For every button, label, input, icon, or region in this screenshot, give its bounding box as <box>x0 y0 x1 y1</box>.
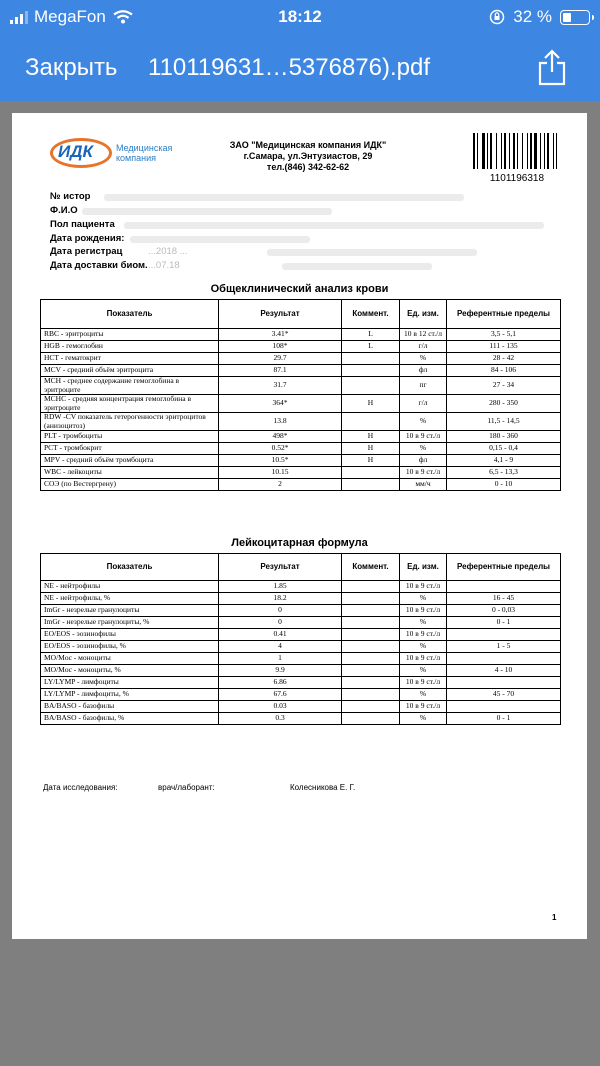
table-cell: 108* <box>219 341 342 353</box>
carrier-name: MegaFon <box>34 7 106 26</box>
table-cell: ImGr - незрелые гранулоциты, % <box>41 617 219 629</box>
table-cell: 10 в 9 ст./л <box>400 677 447 689</box>
table-row <box>41 443 561 455</box>
sex-label: Пол пациента <box>50 219 115 230</box>
table-cell <box>342 479 400 491</box>
table-cell: BA/BASO - базофилы, % <box>41 713 219 725</box>
table-cell: 27 - 34 <box>447 377 561 395</box>
table-cell: LY/LYMP - лимфоциты <box>41 677 219 689</box>
table-row <box>41 395 561 413</box>
table-cell: 111 - 135 <box>447 341 561 353</box>
table-cell: 10 в 9 ст./л <box>400 581 447 593</box>
table-cell: 0 <box>219 605 342 617</box>
table-cell: 4 - 10 <box>447 665 561 677</box>
table-cell <box>342 689 400 701</box>
table-cell: HCT - гематокрит <box>41 353 219 365</box>
table-cell: HGB - гемоглобин <box>41 341 219 353</box>
table-cell: 280 - 350 <box>447 395 561 413</box>
table-cell: % <box>400 617 447 629</box>
table-cell: 18.2 <box>219 593 342 605</box>
table-cell: MCH - среднее содержание гемоглобина в эритроците <box>41 377 219 395</box>
nav-bar <box>0 48 600 88</box>
clock: 18:12 <box>278 7 322 26</box>
redacted-birth <box>130 236 310 243</box>
column-header: Показатель <box>41 554 219 581</box>
table-cell: 364* <box>219 395 342 413</box>
table-cell <box>342 581 400 593</box>
table-cell <box>342 617 400 629</box>
table-cell: 10 в 9 ст./л <box>400 629 447 641</box>
table-cell: 29.7 <box>219 353 342 365</box>
table-cell: % <box>400 713 447 725</box>
table-cell: BA/BASO - базофилы <box>41 701 219 713</box>
table-cell: % <box>400 593 447 605</box>
column-header: Референтные пределы <box>447 554 561 581</box>
table-cell: 6,5 - 13,3 <box>447 467 561 479</box>
table-cell: MPV - средний объём тромбоцита <box>41 455 219 467</box>
table-cell: 0 - 1 <box>447 713 561 725</box>
table-cell: MCV - средний объём эритроцита <box>41 365 219 377</box>
table-cell: H <box>342 443 400 455</box>
table-cell: MO/Moc - моноциты <box>41 653 219 665</box>
company-phone: тел.(846) 342-62-62 <box>266 162 350 172</box>
company-address: г.Самара, ул.Энтузиастов, 29 <box>243 151 373 161</box>
table-row <box>41 365 561 377</box>
table-cell: 1 - 5 <box>447 641 561 653</box>
table-row <box>41 665 561 677</box>
leuko-table <box>40 553 561 725</box>
table-row <box>41 353 561 365</box>
table-cell: фл <box>400 455 447 467</box>
column-header: Ед. изм. <box>400 554 447 581</box>
table-cell: RDW -CV показатель гетерогенности эритроцитов (анизоцитоз) <box>41 413 219 431</box>
table-cell: 45 - 70 <box>447 689 561 701</box>
table-row <box>41 701 561 713</box>
company-info <box>180 140 436 173</box>
close-button[interactable]: Закрыть <box>25 54 118 81</box>
table-cell: 0.3 <box>219 713 342 725</box>
column-header: Коммент. <box>342 554 400 581</box>
table-cell: % <box>400 641 447 653</box>
column-header: Референтные пределы <box>447 300 561 329</box>
date-label: Дата исследования: <box>43 783 118 792</box>
table-row <box>41 605 561 617</box>
history-label: № истор <box>50 191 91 202</box>
table-cell: EO/EOS - эозинофилы, % <box>41 641 219 653</box>
table-cell <box>342 701 400 713</box>
table-cell: MCHC - средняя концентрация гемоглобина в эритроците <box>41 395 219 413</box>
redacted-name <box>82 208 332 215</box>
battery-percent: 32 % <box>513 7 552 26</box>
table-cell: 1 <box>219 653 342 665</box>
table-cell: % <box>400 665 447 677</box>
table-cell: 10 в 9 ст./л <box>400 701 447 713</box>
barcode-number: 1101196318 <box>489 173 545 184</box>
table-cell: % <box>400 443 447 455</box>
registration-value: ...2018 ... <box>148 246 188 257</box>
table-row <box>41 413 561 431</box>
table-cell: 0 <box>219 617 342 629</box>
table-cell <box>342 413 400 431</box>
table-cell: г/л <box>400 395 447 413</box>
table-cell: 13.8 <box>219 413 342 431</box>
table-cell: WBC - лейкоциты <box>41 467 219 479</box>
registration-label: Дата регистрац <box>50 246 123 257</box>
table-cell <box>342 677 400 689</box>
table-cell <box>447 581 561 593</box>
table-cell <box>342 665 400 677</box>
table-cell: мм/ч <box>400 479 447 491</box>
status-right <box>489 7 590 27</box>
column-header: Показатель <box>41 300 219 329</box>
table-cell: 10 в 9 ст./л <box>400 431 447 443</box>
table-cell: 10.15 <box>219 467 342 479</box>
table-cell <box>342 653 400 665</box>
battery-icon <box>560 10 590 25</box>
company-name: ЗАО "Медицинская компания ИДК" <box>229 140 387 150</box>
redacted-history <box>104 194 464 201</box>
table-cell: 6.86 <box>219 677 342 689</box>
table-cell: % <box>400 689 447 701</box>
table-cell: ImGr - незрелые гранулоциты <box>41 605 219 617</box>
top-bar <box>0 0 600 101</box>
table-cell: 1.85 <box>219 581 342 593</box>
table-cell: СОЭ (по Вестергрену) <box>41 479 219 491</box>
table-row <box>41 329 561 341</box>
table-cell: 0.03 <box>219 701 342 713</box>
table-row <box>41 713 561 725</box>
table-cell <box>342 629 400 641</box>
redacted-delivery <box>282 263 432 270</box>
table-cell: 0.52* <box>219 443 342 455</box>
table-cell: 28 - 42 <box>447 353 561 365</box>
table-cell: 9.9 <box>219 665 342 677</box>
table-cell <box>342 467 400 479</box>
table-cell: H <box>342 395 400 413</box>
document-title: 110119631…5376876).pdf <box>148 54 431 81</box>
table-cell <box>447 629 561 641</box>
share-icon[interactable] <box>537 48 567 86</box>
name-label: Ф.И.О <box>50 205 78 216</box>
birth-label: Дата рождения: <box>50 233 125 244</box>
table-cell: 84 - 106 <box>447 365 561 377</box>
table-cell: H <box>342 431 400 443</box>
table-cell: 0 - 0,03 <box>447 605 561 617</box>
table-cell: 0,15 - 0,4 <box>447 443 561 455</box>
table-cell: 31.7 <box>219 377 342 395</box>
column-header: Ед. изм. <box>400 300 447 329</box>
barcode <box>473 133 561 169</box>
table-cell: NE - нейтрофилы, % <box>41 593 219 605</box>
table-cell <box>342 365 400 377</box>
table-cell: 3.41* <box>219 329 342 341</box>
column-header: Результат <box>219 300 342 329</box>
table-row <box>41 593 561 605</box>
table-cell: 10.5* <box>219 455 342 467</box>
table-cell: 16 - 45 <box>447 593 561 605</box>
table-cell: RBC - эритроциты <box>41 329 219 341</box>
table-cell: L <box>342 329 400 341</box>
pdf-page[interactable] <box>12 113 587 939</box>
table-cell: 87.1 <box>219 365 342 377</box>
doctor-label: врач/лаборант: <box>158 783 215 792</box>
table-cell: PLT - тромбоциты <box>41 431 219 443</box>
rotation-lock-icon <box>489 9 505 25</box>
table-row <box>41 629 561 641</box>
table-cell: г/л <box>400 341 447 353</box>
cbc-title: Общеклинический анализ крови <box>210 283 389 295</box>
column-header: Коммент. <box>342 300 400 329</box>
table-cell <box>342 641 400 653</box>
column-header: Результат <box>219 554 342 581</box>
table-cell: NE - нейтрофилы <box>41 581 219 593</box>
table-row <box>41 617 561 629</box>
table-row <box>41 479 561 491</box>
table-cell: % <box>400 353 447 365</box>
table-cell: пг <box>400 377 447 395</box>
table-cell: 498* <box>219 431 342 443</box>
table-cell: PCT - тромбокрит <box>41 443 219 455</box>
table-row <box>41 677 561 689</box>
table-cell: 180 - 360 <box>447 431 561 443</box>
leuko-title: Лейкоцитарная формула <box>231 537 368 549</box>
table-row <box>41 341 561 353</box>
table-cell: LY/LYMP - лимфоциты, % <box>41 689 219 701</box>
redacted-sex <box>124 222 544 229</box>
table-cell: 10 в 9 ст./л <box>400 467 447 479</box>
table-cell: 10 в 12 ст./л <box>400 329 447 341</box>
table-cell: MO/Moc - моноциты, % <box>41 665 219 677</box>
table-row <box>41 653 561 665</box>
page-number: 1 <box>552 913 557 922</box>
table-cell: 11,5 - 14,5 <box>447 413 561 431</box>
table-cell <box>447 677 561 689</box>
redacted-registration <box>267 249 477 256</box>
table-cell: % <box>400 413 447 431</box>
table-cell: 10 в 9 ст./л <box>400 653 447 665</box>
table-cell: 4,1 - 9 <box>447 455 561 467</box>
table-cell <box>342 713 400 725</box>
table-cell <box>342 605 400 617</box>
table-cell: 10 в 9 ст./л <box>400 605 447 617</box>
table-cell: 0 - 10 <box>447 479 561 491</box>
table-cell: 0 - 1 <box>447 617 561 629</box>
table-cell <box>447 653 561 665</box>
table-cell <box>447 701 561 713</box>
table-row <box>41 689 561 701</box>
status-bar <box>0 0 600 34</box>
table-row <box>41 431 561 443</box>
table-cell: EO/EOS - эозинофилы <box>41 629 219 641</box>
table-cell: 0.41 <box>219 629 342 641</box>
doctor-name: Колесникова Е. Г. <box>290 783 356 792</box>
table-row <box>41 581 561 593</box>
table-cell: 3,5 - 5,1 <box>447 329 561 341</box>
table-row <box>41 641 561 653</box>
table-cell <box>342 377 400 395</box>
table-cell: 2 <box>219 479 342 491</box>
table-cell: H <box>342 455 400 467</box>
table-cell: 67.6 <box>219 689 342 701</box>
cbc-table <box>40 299 561 491</box>
table-cell: фл <box>400 365 447 377</box>
table-cell <box>342 593 400 605</box>
delivery-label: Дата доставки биом. <box>50 260 148 271</box>
table-cell: 4 <box>219 641 342 653</box>
delivery-value: ...07.18 <box>148 260 180 271</box>
table-cell: L <box>342 341 400 353</box>
table-cell <box>342 353 400 365</box>
table-row <box>41 455 561 467</box>
table-row <box>41 467 561 479</box>
table-row <box>41 377 561 395</box>
company-logo: ИДК Медицинская компания <box>50 138 180 168</box>
